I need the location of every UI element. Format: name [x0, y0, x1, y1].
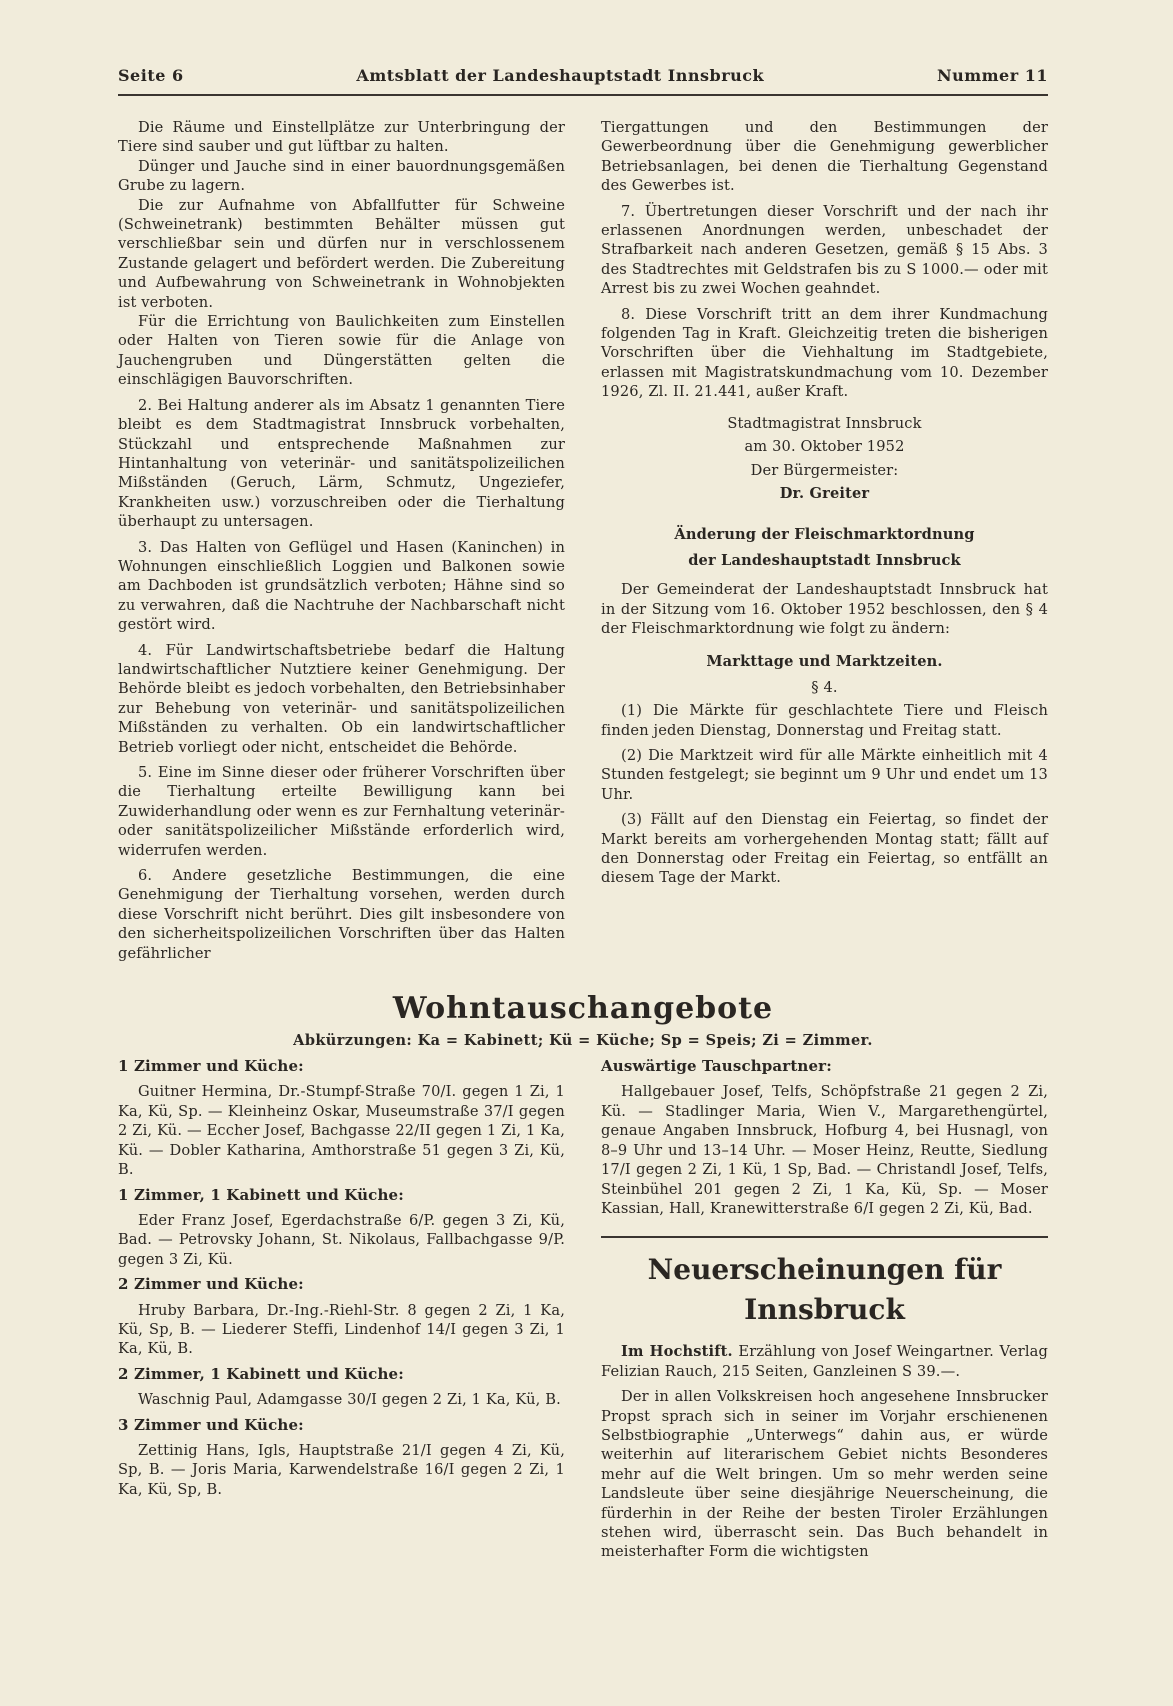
paragraph: Tiergattungen und den Bestimmungen der Gewerbeordnung über die Genehmigung gewerblicher Betriebsanlagen, bei denen die Tierhaltung Gegenstand des Gewerbes ist. [601, 119, 1048, 195]
listing: Hruby Barbara, Dr.-Ing.-Riehl-Str. 8 gegen 2 Zi, 1 Ka, Kü, Sp, B. — Liederer Steffi, Lindenhof 14/I gegen 3 Zi, 1 Ka, Kü, B. [118, 1301, 565, 1358]
listing: Zettinig Hans, Igls, Hauptstraße 21/I gegen 4 Zi, Kü, Sp, B. — Joris Maria, Karwendelstraße 16/I gegen 2 Zi, 1 Ka, Kü, Sp, B. [118, 1441, 565, 1498]
paragraph: Die Räume und Einstellplätze zur Unterbringung der Tiere sind sauber und gut lüftbar zu halten. [118, 119, 565, 156]
signature-date: am 30. Oktober 1952 [744, 438, 905, 456]
paragraph: 4. Für Landwirtschaftsbetriebe bedarf die Haltung landwirtschaftlicher Nutztiere keiner Genehmigung. Der Behörde bleibt es jedoch vorbehalten, den Betriebsinhaber zur Behebung von veterinär- und sanitätspolizeilichen Mißständen zu verhalten. Ob ein landwirtschaftlicher Betrieb vorliegt oder nicht, entscheidet die Behörde. [118, 641, 565, 756]
listing: Waschnig Paul, Adamgasse 30/I gegen 2 Zi, 1 Ka, Kü, B. [138, 1391, 561, 1409]
exchange-left-column [118, 1057, 565, 1505]
group-heading: 2 Zimmer und Küche: [118, 1275, 304, 1294]
left-column-regulations [118, 118, 565, 969]
signature-authority: Stadtmagistrat Innsbruck [727, 414, 922, 432]
group-heading: 1 Zimmer, 1 Kabinett und Küche: [118, 1185, 404, 1204]
paragraph: (2) Die Marktzeit wird für alle Märkte einheitlich mit 4 Stunden festgelegt; sie beginnt um 9 Uhr und endet um 13 Uhr. [601, 746, 1048, 803]
group-heading: 2 Zimmer, 1 Kabinett und Küche: [118, 1364, 404, 1383]
signature-name: Dr. Greiter [779, 484, 870, 502]
new-books-section [601, 1250, 1048, 1561]
listing: Eder Franz Josef, Egerdachstraße 6/P. gegen 3 Zi, Kü, Bad. — Petrovsky Johann, St. Nikolaus, Fallbachgasse 9/P. gegen 3 Zi, Kü. [118, 1211, 565, 1268]
exchange-title: Wohntauschangebote [392, 991, 774, 1027]
signature-role: Der Bürgermeister: [750, 461, 899, 479]
listing: Guitner Hermina, Dr.-Stumpf-Straße 70/I. gegen 1 Zi, 1 Ka, Kü, Sp. — Kleinheinz Oskar, Museumstraße 37/I gegen 2 Zi, Kü. — Eccher Josef, Bachgasse 22/II gegen 1 Zi, 1 Ka, Kü. — Dobler Katharina, Amthorstraße 51 gegen 3 Zi, Kü, B. [118, 1083, 565, 1179]
book-title: Im Hochstift. [621, 1343, 733, 1361]
paragraph: 3. Das Halten von Geflügel und Hasen (Kaninchen) in Wohnungen einschließlich Loggien und Balkonen sowie am Dachboden ist grundsätzlich verboten; Hähne sind so zu verwahren, daß die Nachtruhe der Nachbarschaft nicht gestört wird. [118, 538, 565, 634]
header-rule [118, 94, 1048, 96]
regulations-section [118, 118, 1048, 969]
book-entry [601, 1342, 1048, 1381]
amendment-title-2: der Landeshauptstadt Innsbruck [688, 551, 961, 569]
issue-number: Nummer 11 [936, 66, 1048, 85]
paragraph: Der Gemeinderat der Landeshauptstadt Innsbruck hat in der Sitzung vom 16. Oktober 1952 beschlossen, den § 4 der Fleischmarktordnung wie folgt zu ändern: [601, 581, 1048, 637]
group-heading: 3 Zimmer und Küche: [118, 1415, 304, 1434]
publication-title: Amtsblatt der Landeshauptstadt Innsbruck [356, 66, 765, 85]
exchange-section [118, 1057, 1048, 1568]
paragraph: 5. Eine im Sinne dieser oder früherer Vorschriften über die Tierhaltung erteilte Bewilligung kann bei Zuwiderhandlung oder wenn es zur Fernhaltung veterinär- oder sanitätspolizeilicher Mißstände erforderlich wird, widerrufen werden. [118, 764, 565, 859]
amendment-subtitle: Markttage und Marktzeiten. [706, 653, 943, 671]
right-column-regulations [601, 118, 1048, 894]
section-number: § 4. [811, 678, 838, 696]
abbreviations: Abkürzungen: Ka = Kabinett; Kü = Küche; Sp = Speis; Zi = Zimmer. [293, 1032, 873, 1050]
paragraph: 2. Bei Haltung anderer als im Absatz 1 genannten Tiere bleibt es dem Stadtmagistrat Innsbruck vorbehalten, Stückzahl und entsprechende Maßnahmen zur Hintanhaltung von veterinär- und sanitätspolizeilichen Mißständen (Geruch, Lärm, Schmutz, Ungeziefer, Krankheiten usw.) vorzuschreiben oder die Tierhaltung überhaupt zu untersagen. [118, 396, 565, 531]
amendment-title: Änderung der Fleischmarktordnung [674, 526, 975, 544]
group-heading: Auswärtige Tauschpartner: [601, 1057, 832, 1076]
new-books-title: Neuerscheinungen für Innsbruck [647, 1253, 1002, 1327]
paragraph: Die zur Aufnahme von Abfallfutter für Schweine (Schweinetrank) bestimmten Behälter müssen gut verschließbar sein und dürfen nur in verschlossenem Zustande gelagert und befördert werden. Die Zubereitung und Aufbewahrung von Schweinetrank in Wohnobjekten ist verboten. [118, 196, 565, 311]
paragraph: (3) Fällt auf den Dienstag ein Feiertag, so findet der Markt bereits am vorhergehenden Montag statt; fällt auf den Donnerstag oder Freitag ein Feiertag, so entfällt an diesem Tage der Markt. [601, 811, 1048, 887]
book-info: Erzählung von Josef Weingartner. Verlag Felizian Rauch, 215 Seiten, Ganzleinen S 39.—. [601, 1343, 1048, 1380]
book-review: Der in allen Volkskreisen hoch angesehene Innsbrucker Propst sprach sich in seiner im Vorjahr erschienenen Selbstbiographie „Unterwegs“ dahin aus, er würde weiterhin auf literarischem Gebiet nichts Besonderes mehr auf die Welt bringen. Um so mehr werden seine Landsleute über seine diesjährige Neuerscheinung, die fürderhin in der Reihe der besten Tiroler Erzählungen stehen wird, überrascht sein. Das Buch behandelt in meisterhafter Form die wichtigsten [601, 1388, 1048, 1561]
group-heading: 1 Zimmer und Küche: [118, 1057, 304, 1076]
paragraph: 6. Andere gesetzliche Bestimmungen, die eine Genehmigung der Tierhaltung vorsehen, werden durch diese Vorschrift nicht berührt. Dies gilt insbesondere von den sicherheitspolizeilichen Vorschriften über das Halten gefährlicher [118, 867, 565, 962]
page-number: Seite 6 [118, 66, 184, 85]
paragraph: 7. Übertretungen dieser Vorschrift und der nach ihr erlassenen Anordnungen werden, unbeschadet der Strafbarkeit nach anderen Gesetzen, gemäß § 15 Abs. 3 des Stadtrechtes mit Geldstrafen bis zu S 1000.— oder mit Arrest bis zu zwei Wochen geahndet. [601, 202, 1048, 298]
paragraph: Für die Errichtung von Baulichkeiten zum Einstellen oder Halten von Tieren sowie für die Anlage von Jauchengruben und Düngerstätten gelten die einschlägigen Bauvorschriften. [118, 313, 565, 389]
paragraph: (1) Die Märkte für geschlachtete Tiere und Fleisch finden jeden Dienstag, Donnerstag und Freitag statt. [601, 702, 1048, 739]
exchange-right-column [601, 1057, 1048, 1568]
page-header [118, 66, 1048, 90]
paragraph: 8. Diese Vorschrift tritt an dem ihrer Kundmachung folgenden Tag in Kraft. Gleichzeitig treten die bisherigen Vorschriften über die Viehhaltung im Stadtgebiete, erlassen mit Magistratskundmachung vom 10. Dezember 1926, Zl. II. 21.441, außer Kraft. [601, 305, 1048, 401]
paragraph: Dünger und Jauche sind in einer bauordnungsgemäßen Grube zu lagern. [118, 157, 565, 195]
section-rule [601, 1236, 1048, 1238]
listing: Hallgebauer Josef, Telfs, Schöpfstraße 21 gegen 2 Zi, Kü. — Stadlinger Maria, Wien V., Margarethengürtel, genaue Angaben Innsbruck, Hofburg 4, bei Husnagl, von 8–9 Uhr und 13–14 Uhr. — Moser Heinz, Reutte, Siedlung 17/I gegen 2 Zi, 1 Kü, 1 Sp, Bad. — Christandl Josef, Telfs, Steinbühel 201 gegen 2 Zi, 1 Ka, Kü, Sp. — Moser Kassian, Hall, Kranewitterstraße 6/I gegen 2 Zi, Kü, Bad. [601, 1083, 1048, 1217]
